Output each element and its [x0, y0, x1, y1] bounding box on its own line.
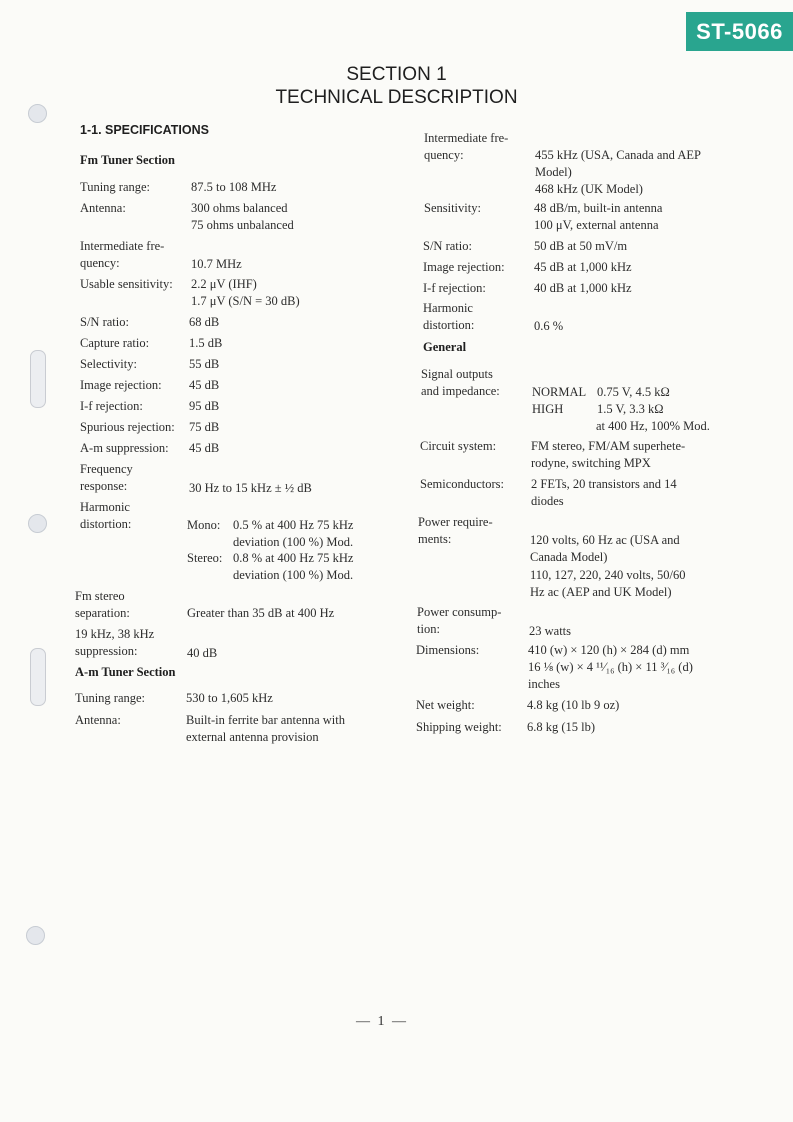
dimensions-label: Dimensions:	[416, 643, 480, 657]
shipping-weight-label: Shipping weight:	[416, 720, 502, 734]
power-req-value: 110, 127, 220, 240 volts, 50/60	[530, 568, 686, 582]
dimensions-value: inches	[528, 677, 560, 691]
fm-pilot-supp-value: 40 dB	[187, 646, 218, 660]
binder-tab	[30, 648, 46, 706]
fm-spurious-value: 75 dB	[189, 420, 220, 434]
signal-outputs-label: Signal outputs	[421, 367, 493, 381]
am-section-heading: A-m Tuner Section	[75, 665, 176, 679]
fm-if-label: quency:	[80, 256, 120, 270]
net-weight-label: Net weight:	[416, 698, 475, 712]
section-title: TECHNICAL DESCRIPTION	[275, 87, 518, 108]
am-sensitivity-value: 100 μV, external antenna	[534, 218, 659, 232]
fm-harmonic-stereo-value: deviation (100 %) Mod.	[233, 568, 354, 582]
semis-value: 2 FETs, 20 transistors and 14	[531, 477, 677, 491]
model-badge: ST-5066	[686, 12, 793, 51]
fm-pilot-supp-label: suppression:	[75, 644, 138, 658]
fm-harmonic-stereo-value: 0.8 % at 400 Hz 75 kHz	[233, 551, 354, 565]
fm-selectivity-value: 55 dB	[189, 357, 220, 371]
page-number: — 1 —	[356, 1014, 408, 1029]
am-harmonic-label: distortion:	[423, 318, 475, 332]
power-cons-label: tion:	[417, 622, 440, 636]
signal-high-value: 1.5 V, 3.3 kΩ	[597, 402, 664, 416]
am-if-label: Intermediate fre-	[424, 131, 509, 145]
fm-capture-label: Capture ratio:	[80, 336, 150, 350]
am-sensitivity-label: Sensitivity:	[424, 201, 481, 215]
fm-usable-sensitivity-value: 1.7 μV (S/N = 30 dB)	[191, 294, 300, 308]
signal-normal-value: 0.75 V, 4.5 kΩ	[597, 385, 670, 399]
power-req-label: Power require-	[418, 515, 493, 529]
signal-normal-label: NORMAL	[532, 385, 587, 399]
am-harmonic-value: 0.6 %	[534, 319, 564, 333]
fm-sn-value: 68 dB	[189, 315, 220, 329]
am-harmonic-label: Harmonic	[423, 301, 473, 315]
am-tuning-range-label: Tuning range:	[75, 691, 146, 705]
am-if-rejection-label: I-f rejection:	[423, 281, 486, 295]
circuit-label: Circuit system:	[420, 439, 497, 453]
fm-image-value: 45 dB	[189, 378, 220, 392]
fm-pilot-supp-label: 19 kHz, 38 kHz	[75, 627, 155, 641]
fm-harmonic-mono-value: deviation (100 %) Mod.	[233, 535, 354, 549]
fm-harmonic-label: distortion:	[80, 517, 132, 531]
general-heading: General	[423, 340, 467, 354]
am-if-rejection-value: 40 dB at 1,000 kHz	[534, 281, 632, 295]
fm-freq-response-label: Frequency	[80, 462, 133, 476]
signal-high-label: HIGH	[532, 402, 564, 416]
circuit-value: FM stereo, FM/AM superhete-	[531, 439, 686, 453]
fm-antenna-label: Antenna:	[80, 201, 126, 215]
fm-harmonic-label: Harmonic	[80, 500, 130, 514]
am-image-value: 45 dB at 1,000 kHz	[534, 260, 632, 274]
signal-outputs-label: and impedance:	[421, 384, 500, 398]
fm-selectivity-label: Selectivity:	[80, 357, 137, 371]
fm-usable-sensitivity-label: Usable sensitivity:	[80, 277, 173, 291]
fm-usable-sensitivity-value: 2.2 μV (IHF)	[191, 277, 257, 291]
am-sn-value: 50 dB at 50 mV/m	[534, 239, 628, 253]
dimensions-value: 16 ⅛ (w) × 4 ¹¹⁄₁₆ (h) × 11 ³⁄₁₆ (d)	[528, 660, 693, 674]
fm-tuning-range-value: 87.5 to 108 MHz	[191, 180, 277, 194]
fm-freq-response-value: 30 Hz to 15 kHz ± ½ dB	[189, 481, 312, 495]
am-if-value: 468 kHz (UK Model)	[535, 182, 643, 196]
fm-stereo-sep-value: Greater than 35 dB at 400 Hz	[187, 606, 335, 620]
binder-tab	[30, 350, 46, 408]
power-req-value: Hz ac (AEP and UK Model)	[530, 585, 672, 599]
am-image-label: Image rejection:	[423, 260, 505, 274]
shipping-weight-value: 6.8 kg (15 lb)	[527, 720, 596, 734]
fm-tuning-range-label: Tuning range:	[80, 180, 151, 194]
punch-hole	[26, 926, 45, 945]
fm-capture-value: 1.5 dB	[189, 336, 223, 350]
am-sn-label: S/N ratio:	[423, 239, 472, 253]
fm-image-label: Image rejection:	[80, 378, 162, 392]
fm-harmonic-mono-label: Mono:	[187, 518, 221, 532]
fm-if-label: Intermediate fre-	[80, 239, 165, 253]
fm-stereo-sep-label: Fm stereo	[75, 589, 125, 603]
fm-harmonic-stereo-label: Stereo:	[187, 551, 223, 565]
fm-am-suppression-value: 45 dB	[189, 441, 220, 455]
circuit-value: rodyne, switching MPX	[531, 456, 651, 470]
am-if-label: quency:	[424, 148, 464, 162]
section-number: SECTION 1	[346, 64, 447, 85]
fm-spurious-label: Spurious rejection:	[80, 420, 175, 434]
power-cons-label: Power consump-	[417, 605, 502, 619]
fm-freq-response-label: response:	[80, 479, 128, 493]
am-sensitivity-value: 48 dB/m, built-in antenna	[534, 201, 663, 215]
fm-antenna-value: 300 ohms balanced	[191, 201, 288, 215]
fm-sn-label: S/N ratio:	[80, 315, 129, 329]
fm-if-value: 10.7 MHz	[191, 257, 242, 271]
am-if-value: Model)	[535, 165, 572, 179]
power-req-label: ments:	[418, 532, 452, 546]
power-req-value: 120 volts, 60 Hz ac (USA and	[530, 533, 680, 547]
punch-hole	[28, 514, 47, 533]
semis-value: diodes	[531, 494, 564, 508]
fm-section-heading: Fm Tuner Section	[80, 153, 175, 167]
fm-if-rejection-value: 95 dB	[189, 399, 220, 413]
am-antenna-label: Antenna:	[75, 713, 121, 727]
semis-label: Semiconductors:	[420, 477, 505, 491]
net-weight-value: 4.8 kg (10 lb 9 oz)	[527, 698, 620, 712]
am-if-value: 455 kHz (USA, Canada and AEP	[535, 148, 701, 162]
fm-stereo-sep-label: separation:	[75, 606, 130, 620]
fm-am-suppression-label: A-m suppression:	[80, 441, 169, 455]
am-antenna-value: external antenna provision	[186, 730, 319, 744]
am-antenna-value: Built-in ferrite bar antenna with	[186, 713, 345, 727]
power-cons-value: 23 watts	[529, 624, 572, 638]
fm-harmonic-mono-value: 0.5 % at 400 Hz 75 kHz	[233, 518, 354, 532]
signal-note: at 400 Hz, 100% Mod.	[596, 419, 710, 433]
fm-if-rejection-label: I-f rejection:	[80, 399, 143, 413]
subsection-title: 1-1. SPECIFICATIONS	[80, 123, 209, 137]
power-req-value: Canada Model)	[530, 550, 608, 564]
am-tuning-range-value: 530 to 1,605 kHz	[186, 691, 273, 705]
dimensions-value: 410 (w) × 120 (h) × 284 (d) mm	[528, 643, 690, 657]
fm-antenna-value: 75 ohms unbalanced	[191, 218, 294, 232]
